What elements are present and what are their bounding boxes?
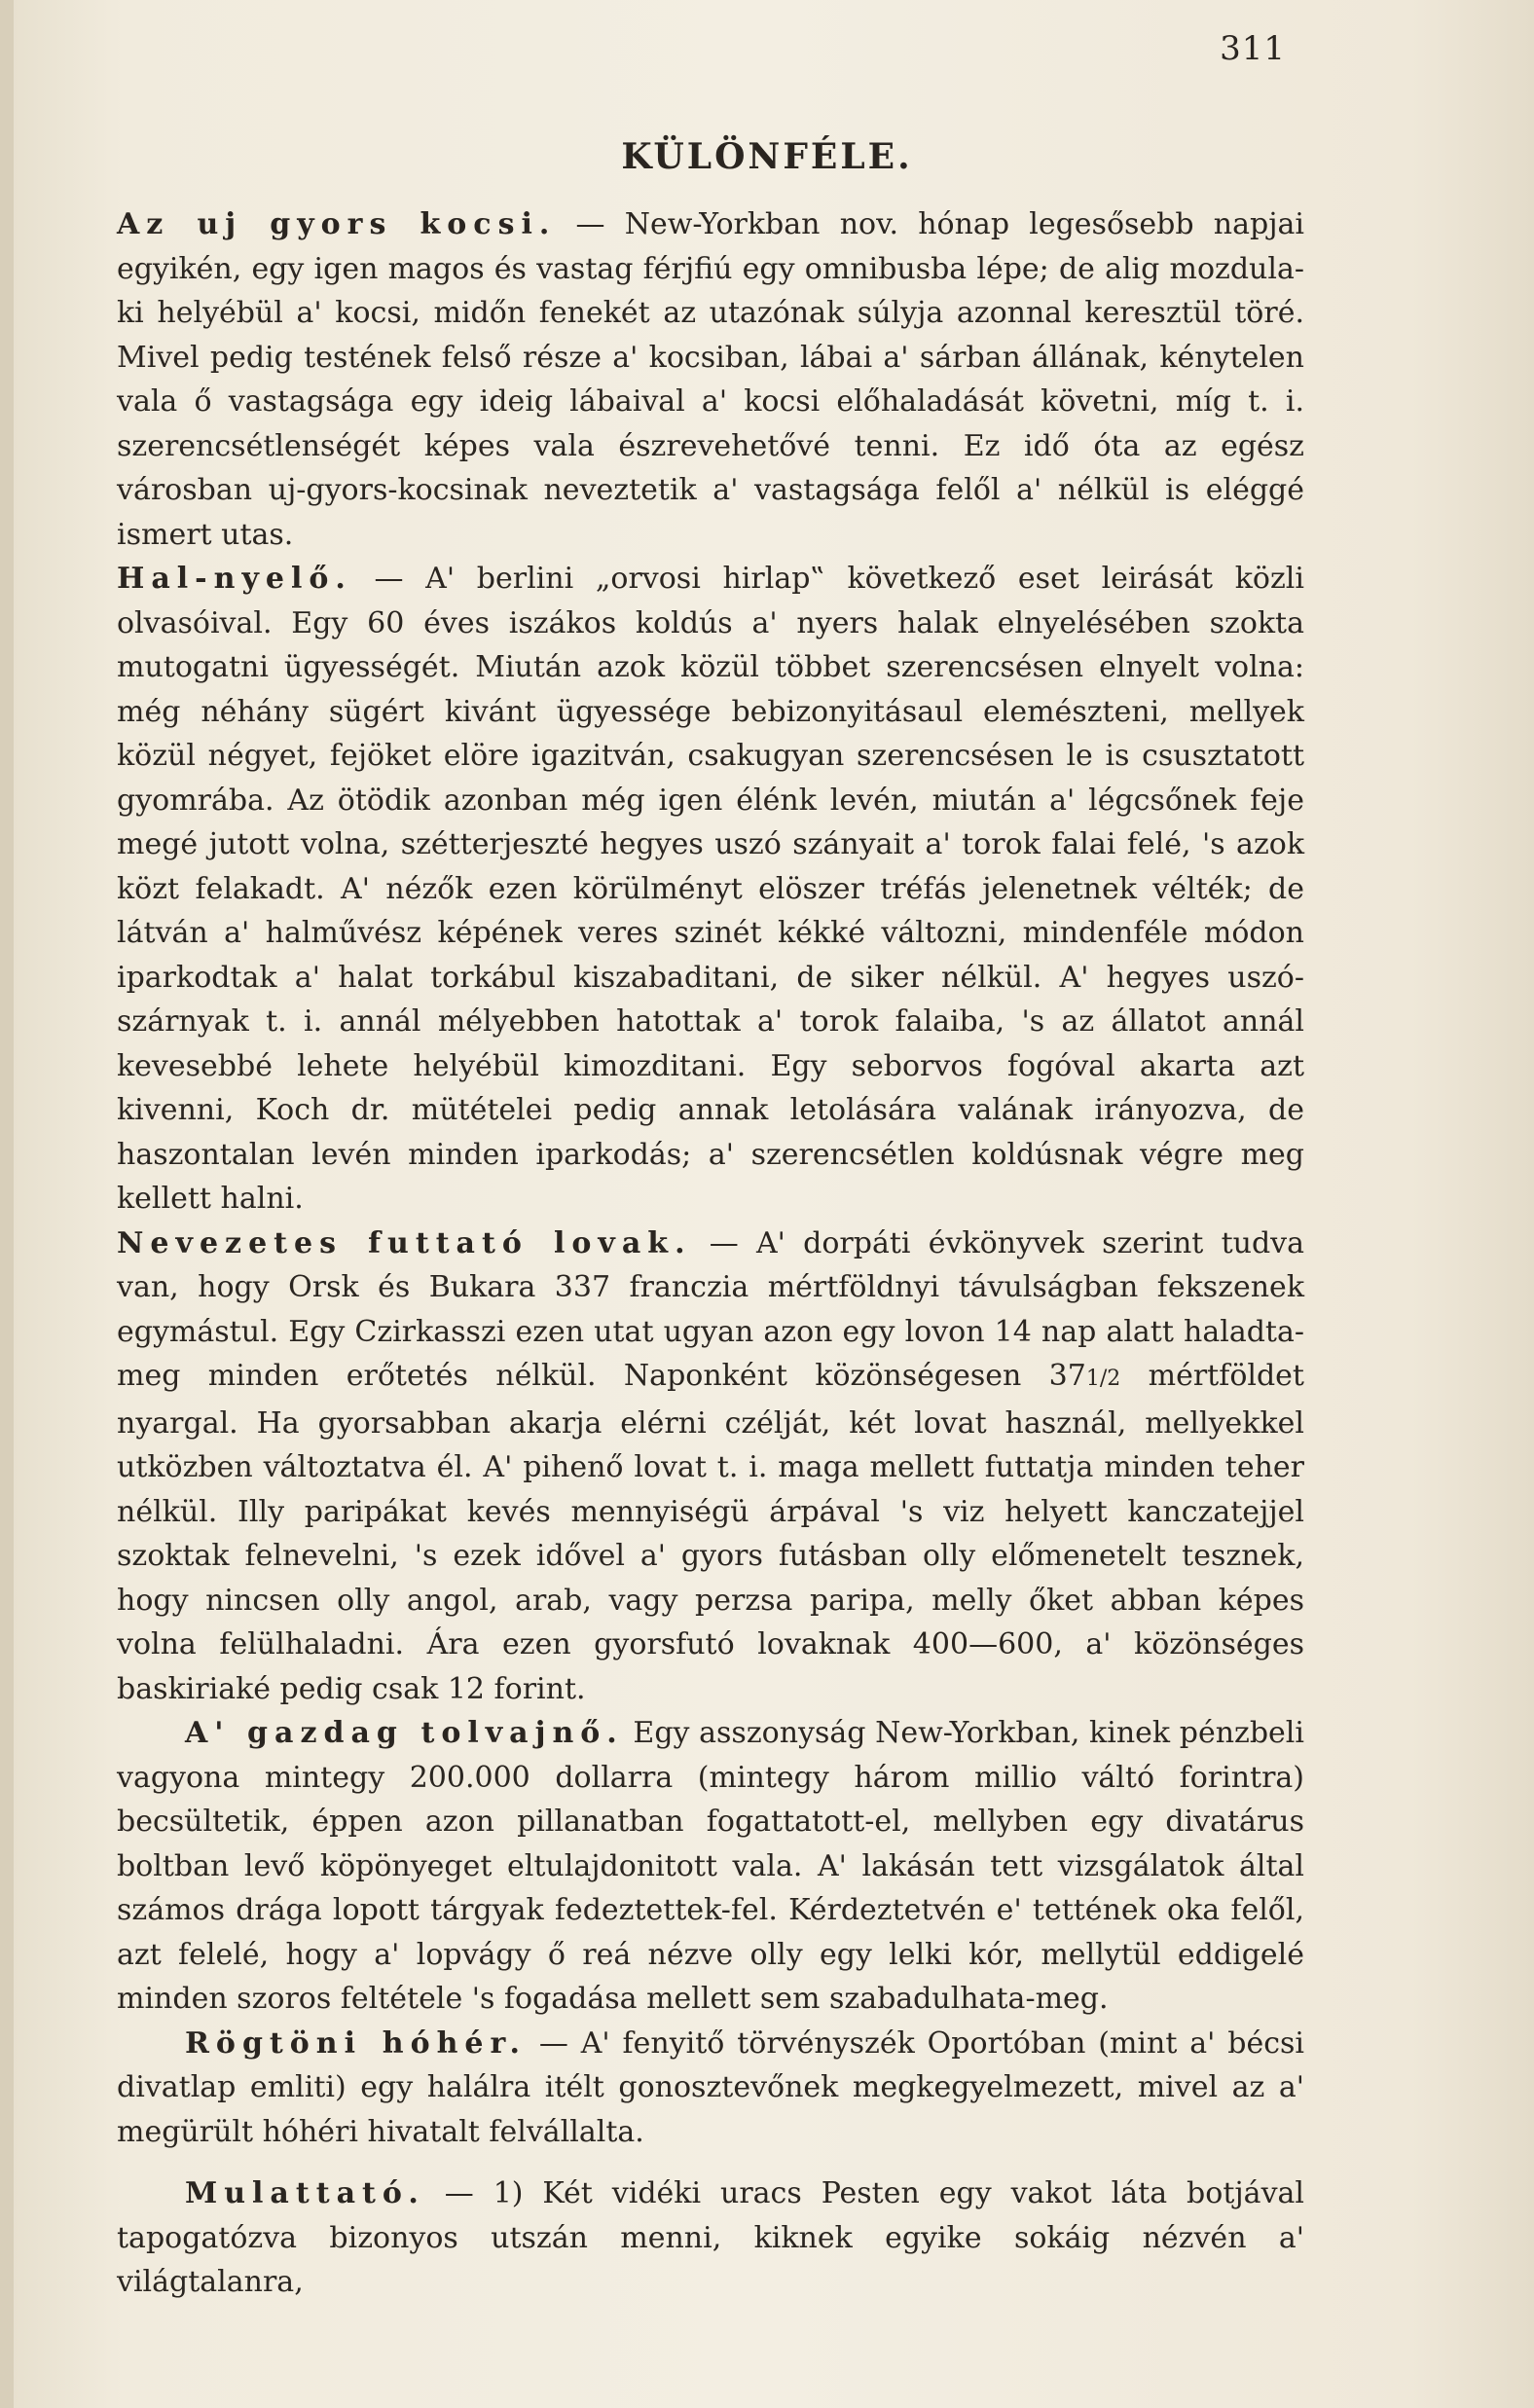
article-text: — 1) Két vidéki uracs Pesten egy vakot láta botjával tapogatózva bizonyos utszán menni, kiknek egyike sokáig nézvén a' világtalanra, [117, 2176, 1304, 2299]
article-text: Egy asszonyság New-Yorkban, kinek pénzbeli vagyona mintegy 200.000 dollarra (mintegy három millio váltó forintra) becsültetik, éppen azon pillanatban fogattatott-el, mellyben egy divatárus boltban levő köpönyeget eltulajdonitott vala. A' lakásán tett vizsgálatok által számos drága lopott tárgyak fedeztettek-fel. Kérdeztetvén e' tettének oka felől, azt felelé, hogy a' lopvágy ő reá nézve olly egy lelki kór, mellytül eddigelé minden szoros feltétele 's fogadása mellett sem szabadulhata-meg. [117, 1716, 1304, 2016]
article-heading: Hal-nyelő. [117, 562, 352, 596]
article-body [117, 202, 1304, 2305]
article-heading: Nevezetes futtató lovak. [117, 1225, 692, 1260]
article-uj-gyors-kocsi [117, 202, 1304, 557]
article-heading: Mulattató. [185, 2176, 425, 2210]
article-hal-nyelo [117, 557, 1304, 1222]
article-gazdag-tolvajno [117, 1711, 1304, 2022]
article-text: mértföldet nyargal. Ha gyorsabban akarja elérni czélját, két lovat használ, mellyekkel utközben változtatva él. A' pihenő lovat t. i. maga mellett futtatja minden teher nélkül. Illy paripákat kevés mennyiségü árpával 's viz helyett kanczatejjel szoktak felnevelni, 's ezek idővel a' gyors futásban olly előmenetelt tesznek, hogy nincsen olly angol, arab, vagy perzsa paripa, melly őket abban képes volna felülhaladni. Ára ezen gyorsfutó lovaknak 400—600, a' közönséges baskiriaké pedig csak 12 forint. [117, 1359, 1304, 1706]
article-text: — A' dorpáti évkönyvek szerint tudva van, hogy Orsk és Bukara 337 franczia mértföldnyi távulságban fekszenek egymástul. Egy Czirkasszi ezen utat ugyan azon egy lovon 14 nap alatt haladta-meg minden erőtetés nélkül. Naponként közönségesen 37 [117, 1225, 1304, 1393]
article-heading: A' gazdag tolvajnő. [185, 1716, 624, 1750]
article-futtato-lovak [117, 1222, 1304, 1712]
article-rogtoni-hoher [117, 2022, 1304, 2155]
article-text: — A' berlini „orvosi hirlap‟ következő eset leirását közli olvasóival. Egy 60 éves iszákos koldús a' nyers halak elnyelésében szokta mutogatni ügyességét. Miután azok közül többet szerencsésen elnyelt volna: még néhány sügért kivánt ügyessége bebizonyitásaul elemészteni, mellyek közül négyet, fejöket elöre igazitván, csakugyan szerencsésen le is csusztatott gyomrába. Az ötödik azonban még igen élénk levén, miután a' légcsőnek feje megé jutott volna, szétterjeszté hegyes uszó szányait a' torok falai felé, 's azok közt felakadt. A' nézők ezen körülményt elöszer tréfás jelenetnek vélték; de látván a' halművész képének veres szinét kékké változni, mindenféle módon iparkodtak a' halat torkábul kiszabaditani, de siker nélkül. A' hegyes uszó-szárnyak t. i. annál mélyebben hatottak a' torok falaiba, 's az állatot annál kevesebbé lehete helyébül kimozditani. Egy seborvos fogóval akarta azt kivenni, Koch dr. mütételei pedig annak letolására valának irányozva, de haszontalan levén minden iparkodás; a' szerencsétlen koldúsnak végre meg kellett halni. [117, 562, 1304, 1216]
section-title: KÜLÖNFÉLE. [621, 136, 913, 177]
article-text: — New-Yorkban nov. hónap legesősebb napjai egyikén, egy igen magos és vastag férjfiú egy omnibusba lépe; de alig mozdula-ki helyébül a' kocsi, midőn fenekét az utazónak súlyja azonnal keresztül töré. Mivel pedig testének felső része a' kocsiban, lábai a' sárban állának, kénytelen vala ő vastagsága egy ideig lábaival a' kocsi előhaladását követni, míg t. i. szerencsétlenségét képes vala észrevehetővé tenni. Ez idő óta az egész városban uj-gyors-kocsinak neveztetik a' vastagsága felől a' nélkül is eléggé ismert utas. [117, 207, 1304, 552]
article-mulattato [117, 2171, 1304, 2305]
article-heading: Rögtöni hóhér. [185, 2025, 527, 2061]
page-number: 311 [1220, 29, 1286, 68]
article-text: — A' fenyitő törvényszék Oportóban (mint a' bécsi divatlap emliti) egy halálra itélt gonosztevőnek megkegyelmezett, mivel az a' megürült hóhéri hivatalt felvállalta. [117, 2025, 1305, 2149]
article-heading: Az uj gyors kocsi. [117, 207, 557, 241]
page-spine-shadow [0, 0, 14, 2408]
fraction-half: 1/2 [1085, 1367, 1121, 1391]
